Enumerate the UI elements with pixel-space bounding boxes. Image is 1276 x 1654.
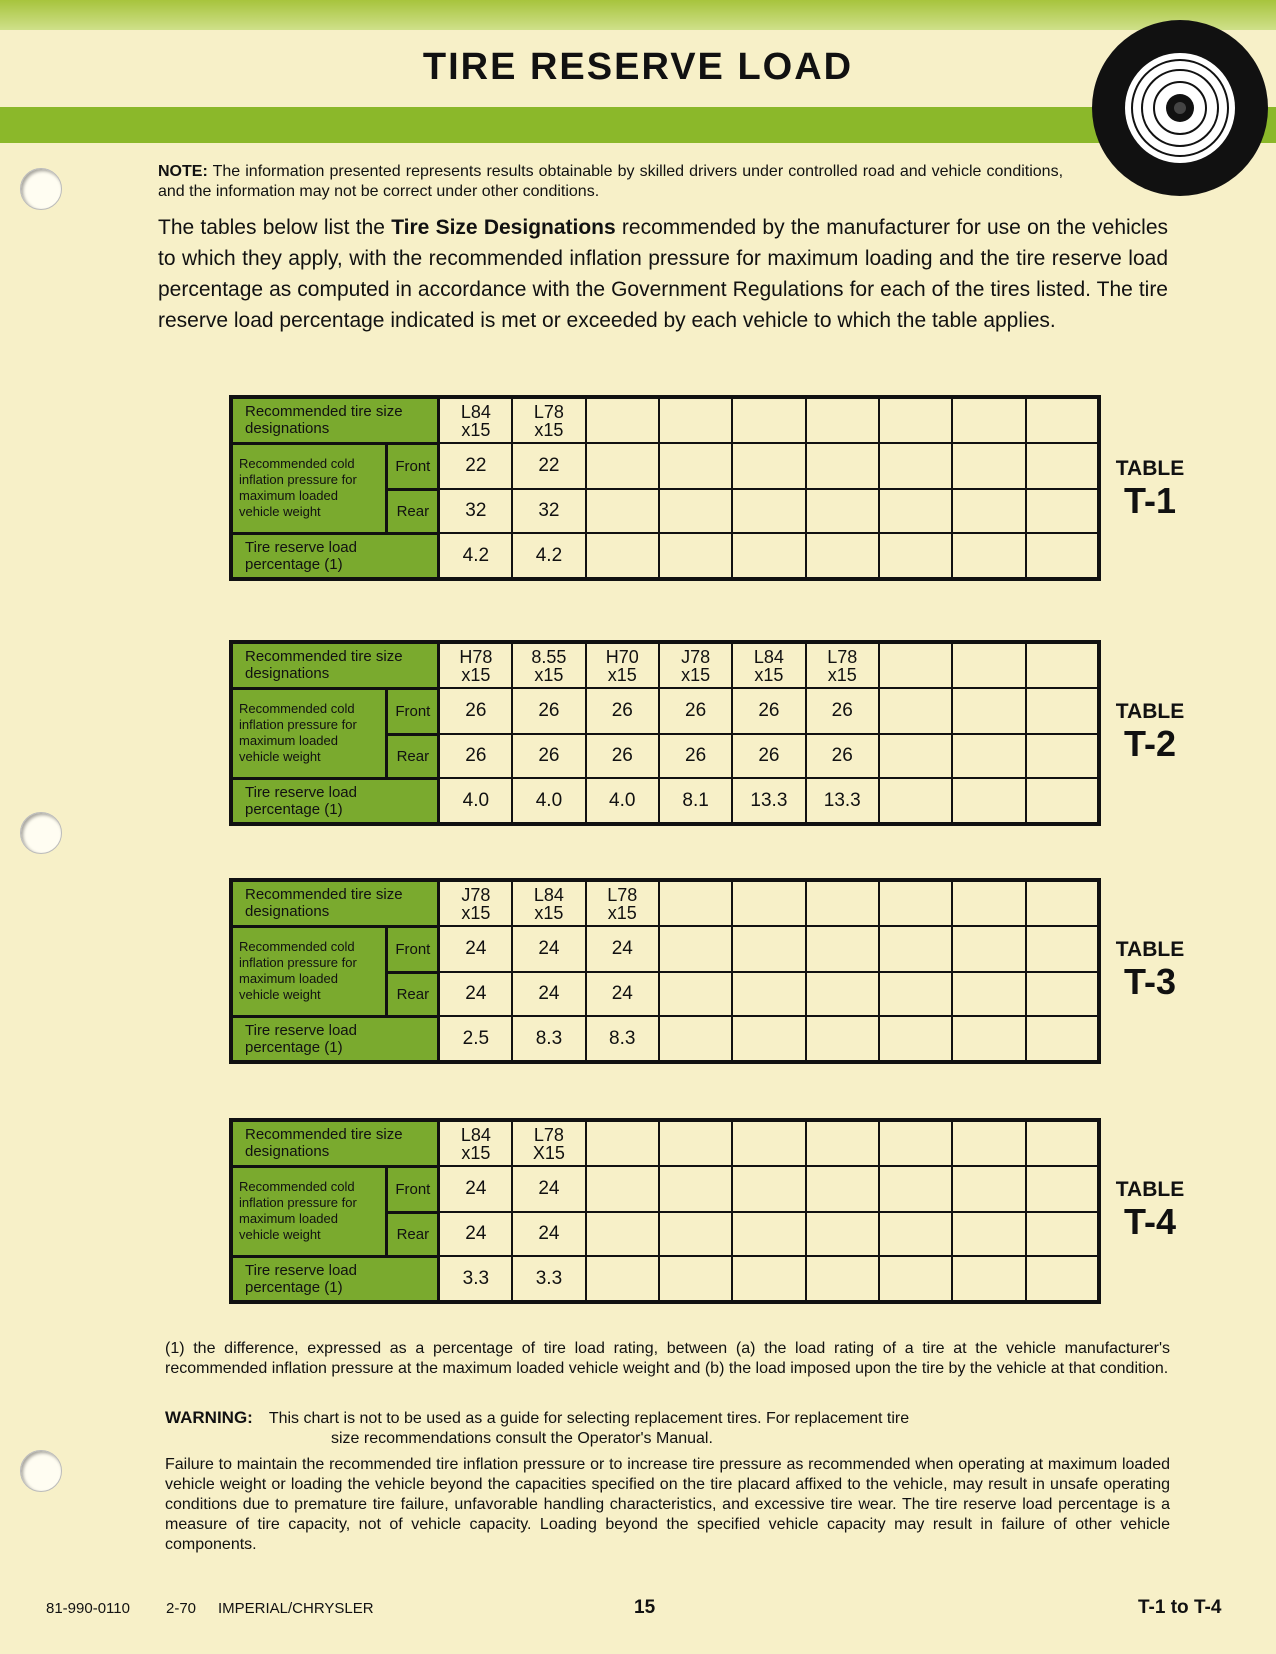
front-value-cell: 22: [512, 443, 585, 489]
tire-size-cell: [659, 642, 732, 688]
intro-text-2: recommended by the manufacturer for use on the vehicles to which they apply, with the recommended inflation pressure for maximum loading and the tire reserve load percentage as computed in accordance with the Government Regulations for each of the tires listed. The tire reserve load percentage indicated is met or exceeded by each vehicle to which the table applies.: [158, 216, 1169, 332]
tire-size-cell: [512, 642, 585, 688]
rear-value-cell: 26: [586, 734, 659, 778]
empty-cell: [659, 1212, 732, 1256]
empty-cell: [879, 972, 952, 1016]
reserve-value-cell: 4.2: [512, 533, 585, 579]
note-label: NOTE:: [158, 163, 208, 180]
empty-cell: [879, 1120, 952, 1166]
tire-table-t-3: [229, 878, 1101, 1064]
note-text: The information presented represents results obtainable by skilled drivers under controlled road and vehicle conditions, and the information may not be correct under other conditions.: [158, 163, 1064, 200]
front-value-cell: 26: [659, 688, 732, 734]
empty-cell: [952, 642, 1025, 688]
rear-value-cell: 32: [512, 489, 585, 533]
front-label: Front: [387, 926, 439, 972]
empty-cell: [1026, 642, 1099, 688]
empty-cell: [732, 1256, 805, 1302]
front-label: Front: [387, 1166, 439, 1212]
empty-cell: [952, 1166, 1025, 1212]
empty-cell: [1026, 1166, 1099, 1212]
reserve-value-cell: 3.3: [439, 1256, 512, 1302]
tire-size-text: J78 x15: [681, 646, 711, 685]
empty-cell: [879, 778, 952, 824]
tire-size-text: L78 x15: [607, 884, 638, 923]
empty-cell: [586, 1120, 659, 1166]
table-row: [231, 533, 1099, 579]
empty-cell: [879, 533, 952, 579]
rear-value-cell: 26: [732, 734, 805, 778]
front-value-cell: 24: [439, 1166, 512, 1212]
empty-cell: [659, 1016, 732, 1062]
tire-size-cell: [512, 1120, 585, 1166]
rear-value-cell: 26: [512, 734, 585, 778]
tire-size-cell: [806, 642, 879, 688]
table-word: TABLE: [1115, 938, 1185, 961]
tire-icon: [1090, 18, 1270, 198]
pressure-label: Recommended cold inflation pressure for maximum loaded vehicle weight: [231, 926, 387, 1016]
designations-label: Recommended tire size designations: [231, 397, 439, 443]
empty-cell: [806, 926, 879, 972]
reserve-label: Tire reserve load percentage (1): [231, 1016, 439, 1062]
empty-cell: [732, 926, 805, 972]
empty-cell: [659, 443, 732, 489]
reserve-value-cell: 4.0: [439, 778, 512, 824]
tire-size-cell: [512, 880, 585, 926]
reserve-value-cell: 4.2: [439, 533, 512, 579]
front-value-cell: 26: [732, 688, 805, 734]
table-id: T-2: [1123, 723, 1176, 764]
empty-cell: [732, 489, 805, 533]
intro-bold: Tire Size Designations: [391, 216, 616, 239]
tire-size-text: L78 X15: [532, 1124, 565, 1163]
table-word: TABLE: [1115, 700, 1185, 723]
empty-cell: [952, 1016, 1025, 1062]
note-paragraph: [158, 162, 1063, 202]
tire-size-text: L84 x15: [533, 884, 564, 923]
empty-cell: [586, 489, 659, 533]
empty-cell: [659, 972, 732, 1016]
empty-cell: [806, 1166, 879, 1212]
empty-cell: [952, 972, 1025, 1016]
table-id: T-4: [1123, 1201, 1176, 1242]
empty-cell: [1026, 443, 1099, 489]
tire-size-cell: [732, 642, 805, 688]
empty-cell: [879, 397, 952, 443]
table-id: T-1: [1123, 480, 1176, 521]
empty-cell: [806, 1120, 879, 1166]
empty-cell: [732, 972, 805, 1016]
table-row: [231, 1256, 1099, 1302]
empty-cell: [806, 1016, 879, 1062]
binder-hole-middle: [20, 812, 62, 854]
empty-cell: [879, 1256, 952, 1302]
page-title: TIRE RESERVE LOAD: [422, 46, 854, 88]
front-value-cell: 24: [512, 926, 585, 972]
front-value-cell: 26: [586, 688, 659, 734]
warning-block: [165, 1408, 1170, 1449]
empty-cell: [659, 1166, 732, 1212]
tire-size-text: L84 x15: [753, 646, 784, 685]
top-color-strip: [0, 0, 1276, 30]
empty-cell: [806, 533, 879, 579]
empty-cell: [1026, 1120, 1099, 1166]
empty-cell: [659, 880, 732, 926]
empty-cell: [732, 397, 805, 443]
table-row: [231, 688, 1099, 734]
tire-size-cell: [439, 397, 512, 443]
footer-range: T-1 to T-4: [1138, 1597, 1222, 1618]
empty-cell: [952, 926, 1025, 972]
table-row: [231, 1016, 1099, 1062]
rear-value-cell: 26: [659, 734, 732, 778]
empty-cell: [1026, 533, 1099, 579]
empty-cell: [806, 1256, 879, 1302]
footer-code: 81-990-0110: [46, 1600, 130, 1617]
table-id: T-3: [1123, 961, 1176, 1002]
tire-size-text: H78 x15: [459, 646, 493, 685]
footer-date: 2-70: [166, 1600, 197, 1617]
rear-label: Rear: [387, 489, 439, 533]
failure-paragraph: Failure to maintain the recommended tire inflation pressure or to increase tire pressure as recommended when operating at maximum loaded vehicle weight or loading the vehicle beyond the capacities specified on the tire placard affixed to the vehicle, may result in unsafe operating conditions due to premature tire failure, unfavorable handling characteristics, and excessive tire wear. The tire reserve load percentage is a measure of tire capacity, not of vehicle capacity. Loading beyond the specified vehicle capacity may result in failure of other vehicle components.: [165, 1456, 1170, 1553]
empty-cell: [806, 397, 879, 443]
tire-table-t-4: [229, 1118, 1101, 1304]
empty-cell: [952, 397, 1025, 443]
empty-cell: [732, 880, 805, 926]
tire-table-t-2: [229, 640, 1101, 826]
empty-cell: [952, 533, 1025, 579]
empty-cell: [1026, 880, 1099, 926]
intro-paragraph: [158, 212, 1168, 336]
empty-cell: [806, 972, 879, 1016]
empty-cell: [952, 778, 1025, 824]
empty-cell: [1026, 1256, 1099, 1302]
pressure-label: Recommended cold inflation pressure for maximum loaded vehicle weight: [231, 688, 387, 778]
pressure-label: Recommended cold inflation pressure for maximum loaded vehicle weight: [231, 1166, 387, 1256]
warning-text-2: size recommendations consult the Operator's Manual.: [331, 1430, 713, 1447]
reserve-label: Tire reserve load percentage (1): [231, 1256, 439, 1302]
empty-cell: [1026, 1212, 1099, 1256]
empty-cell: [1026, 1016, 1099, 1062]
table-label-t-4: [1110, 1178, 1190, 1242]
reserve-value-cell: 3.3: [512, 1256, 585, 1302]
reserve-value-cell: 13.3: [806, 778, 879, 824]
reserve-label: Tire reserve load percentage (1): [231, 778, 439, 824]
empty-cell: [952, 1212, 1025, 1256]
empty-cell: [732, 533, 805, 579]
reserve-value-cell: 2.5: [439, 1016, 512, 1062]
empty-cell: [659, 397, 732, 443]
tire-size-cell: [439, 880, 512, 926]
rear-value-cell: 24: [512, 972, 585, 1016]
tire-size-text: 8.55 x15: [531, 646, 567, 685]
empty-cell: [879, 642, 952, 688]
front-label: Front: [387, 443, 439, 489]
rear-label: Rear: [387, 972, 439, 1016]
table-row: [231, 926, 1099, 972]
empty-cell: [586, 1166, 659, 1212]
table-label-t-3: [1110, 938, 1190, 1002]
empty-cell: [732, 1016, 805, 1062]
front-value-cell: 26: [439, 688, 512, 734]
empty-cell: [806, 1212, 879, 1256]
empty-cell: [1026, 926, 1099, 972]
empty-cell: [1026, 734, 1099, 778]
tire-size-text: H70 x15: [605, 646, 639, 685]
reserve-value-cell: 8.3: [586, 1016, 659, 1062]
reserve-label: Tire reserve load percentage (1): [231, 533, 439, 579]
empty-cell: [879, 880, 952, 926]
tire-size-cell: [586, 642, 659, 688]
pressure-label: Recommended cold inflation pressure for maximum loaded vehicle weight: [231, 443, 387, 533]
empty-cell: [659, 1256, 732, 1302]
empty-cell: [659, 926, 732, 972]
rear-label: Rear: [387, 734, 439, 778]
front-value-cell: 22: [439, 443, 512, 489]
empty-cell: [879, 926, 952, 972]
empty-cell: [879, 1166, 952, 1212]
empty-cell: [659, 1120, 732, 1166]
empty-cell: [879, 443, 952, 489]
empty-cell: [879, 1016, 952, 1062]
rear-value-cell: 24: [439, 1212, 512, 1256]
empty-cell: [1026, 972, 1099, 1016]
empty-cell: [952, 880, 1025, 926]
warning-label: WARNING:: [165, 1408, 253, 1427]
empty-cell: [586, 1212, 659, 1256]
rear-value-cell: 24: [512, 1212, 585, 1256]
rear-value-cell: 26: [439, 734, 512, 778]
tire-table-t-1: [229, 395, 1101, 581]
empty-cell: [879, 688, 952, 734]
empty-cell: [586, 443, 659, 489]
empty-cell: [586, 397, 659, 443]
empty-cell: [806, 443, 879, 489]
table-row: [231, 1120, 1099, 1166]
empty-cell: [952, 1120, 1025, 1166]
header-green-band: [0, 107, 1276, 143]
table-row: [231, 642, 1099, 688]
warning-text-1: This chart is not to be used as a guide for selecting replacement tires. For replacement tire: [268, 1410, 910, 1427]
tire-size-cell: [512, 397, 585, 443]
empty-cell: [1026, 778, 1099, 824]
rear-value-cell: 24: [439, 972, 512, 1016]
empty-cell: [659, 489, 732, 533]
reserve-value-cell: 8.3: [512, 1016, 585, 1062]
table-word: TABLE: [1115, 1178, 1185, 1201]
front-value-cell: 26: [512, 688, 585, 734]
tire-size-cell: [586, 880, 659, 926]
empty-cell: [952, 443, 1025, 489]
intro-text-1: The tables below list the: [158, 216, 392, 239]
footnote: (1) the difference, expressed as a percentage of tire load rating, between (a) the load rating of a tire at the vehicle manufacturer's recommended inflation pressure at the maximum loaded vehicle weight and (b) the load imposed upon the tire by the vehicle at that condition.: [165, 1340, 1170, 1377]
reserve-value-cell: 4.0: [586, 778, 659, 824]
tire-size-text: L78 x15: [827, 646, 858, 685]
table-row: [231, 880, 1099, 926]
tire-size-cell: [439, 642, 512, 688]
table-row: [231, 397, 1099, 443]
empty-cell: [879, 489, 952, 533]
empty-cell: [1026, 688, 1099, 734]
empty-cell: [952, 1256, 1025, 1302]
table-label-t-1: [1110, 457, 1190, 521]
table-row: [231, 443, 1099, 489]
rear-value-cell: 32: [439, 489, 512, 533]
front-value-cell: 24: [512, 1166, 585, 1212]
front-value-cell: 26: [806, 688, 879, 734]
empty-cell: [732, 1120, 805, 1166]
designations-label: Recommended tire size designations: [231, 642, 439, 688]
designations-label: Recommended tire size designations: [231, 880, 439, 926]
empty-cell: [732, 443, 805, 489]
front-value-cell: 24: [439, 926, 512, 972]
empty-cell: [732, 1212, 805, 1256]
front-label: Front: [387, 688, 439, 734]
designations-label: Recommended tire size designations: [231, 1120, 439, 1166]
tire-size-text: L84 x15: [460, 401, 491, 440]
table-row: [231, 1166, 1099, 1212]
reserve-value-cell: 13.3: [732, 778, 805, 824]
rear-value-cell: 26: [806, 734, 879, 778]
empty-cell: [879, 734, 952, 778]
reserve-value-cell: 8.1: [659, 778, 732, 824]
tire-size-text: J78 x15: [461, 884, 491, 923]
empty-cell: [952, 688, 1025, 734]
tire-size-cell: [439, 1120, 512, 1166]
rear-label: Rear: [387, 1212, 439, 1256]
empty-cell: [952, 734, 1025, 778]
rear-value-cell: 24: [586, 972, 659, 1016]
empty-cell: [952, 489, 1025, 533]
empty-cell: [1026, 489, 1099, 533]
footer-brand: IMPERIAL/CHRYSLER: [218, 1600, 374, 1617]
tire-size-text: L78 x15: [533, 401, 564, 440]
empty-cell: [586, 533, 659, 579]
binder-hole-top: [20, 168, 62, 210]
binder-hole-bottom: [20, 1450, 62, 1492]
empty-cell: [879, 1212, 952, 1256]
reserve-value-cell: 4.0: [512, 778, 585, 824]
empty-cell: [806, 880, 879, 926]
empty-cell: [1026, 397, 1099, 443]
empty-cell: [586, 1256, 659, 1302]
empty-cell: [806, 489, 879, 533]
tire-size-text: L84 x15: [460, 1124, 491, 1163]
footer-page-number: 15: [634, 1597, 656, 1618]
front-value-cell: 24: [586, 926, 659, 972]
table-row: [231, 778, 1099, 824]
empty-cell: [732, 1166, 805, 1212]
table-word: TABLE: [1115, 457, 1185, 480]
empty-cell: [659, 533, 732, 579]
table-label-t-2: [1110, 700, 1190, 764]
